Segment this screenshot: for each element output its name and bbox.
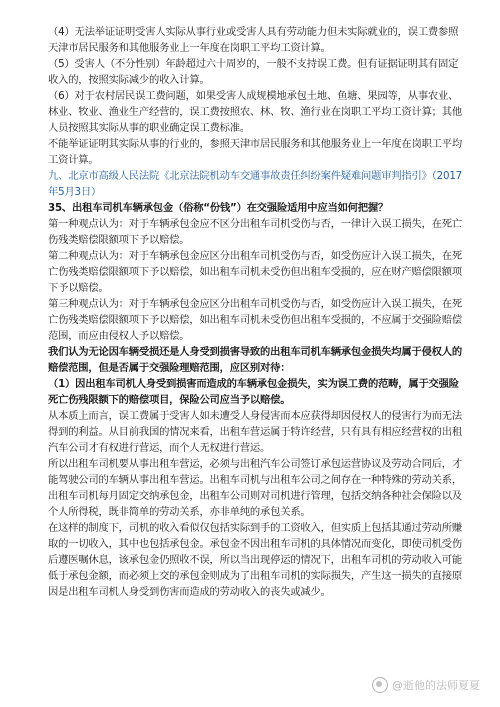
paragraph: 所以出租车司机要从事出租车营运，必须与出租汽车公司签订承包运营协议及劳动合同后，才能驾驶公司的车辆从事出租车营运。出租车司机与出租车公司之间存在一种特殊的劳动关系，出租车司机每月固定交纳承包金，出租车公司则对司机进行管理，包括交纳各种社会保险以及个人所得税，既非简单的劳动关系，亦非单纯的承包关系。 [48, 458, 462, 518]
paragraph: （6）对于农村居民误工费问题，如果受害人成规模地承包土地、鱼塘、果园等，从事农业、林业、牧业、渔业生产经营的，误工费按照农、林、牧、渔行业在岗职工平均工资计算；其他人员按照其实际从事的职业确定误工费标准。 [48, 90, 462, 134]
watermark-text: @逝他的法师夏夏 [392, 679, 480, 692]
paragraph: （4）无法举证证明受害人实际从事行业或受害人具有劳动能力但未实际就业的，误工费参照天津市居民服务和其他服务业上一年度在岗职工平均工资计算。 [48, 26, 459, 54]
weibo-icon [372, 677, 388, 693]
paragraph: （1）因出租车司机人身受到损害而造成的车辆承包金损失，实为误工费的范畴，属于交强险死亡伤残限额下的赔偿项目，保险公司应当予以赔偿。 [48, 378, 459, 406]
watermark [372, 677, 480, 693]
paragraph: 在这样的制度下，司机的收入看似仅包括实际到手的工资收入，但实质上包括其通过劳动所赚取的一切收入，其中也包括承包金。承包金不因出租车司机的具体情况而变化，即使司机受伤后遵医嘱休息，该承包金仍照收不误，所以当出现停运的情况下，出租车司机的劳动收入可能低于承包金额，而必须上交的承包金则成为了出租车司机的实际损失，产生这一损失的直接原因是出租车司机人身受到伤害而造成的劳动收入的丧失或减少。 [48, 522, 462, 598]
paragraph: 不能举证证明其实际从事的行业的，参照天津市居民服务和其他服务业上一年度在岗职工平均工资计算。 [48, 138, 462, 166]
document-body [48, 24, 468, 600]
paragraph: 从本质上而言，误工费属于受害人如未遭受人身侵害而本应获得却因侵权人的侵害行为而无法得到的利益。从目前我国的情况来看，出租车营运属于特许经营，只有具有相应经营权的出租汽车公司才有权进行营运，而个人无权进行营运。 [48, 410, 462, 454]
paragraph: 第二种观点认为：对于车辆承包金应区分出租车司机受伤与否，如受伤应计入误工损失，在死亡伤残类赔偿限额项下予以赔偿，如出租车司机未受伤但出租车受损的，应在财产赔偿限额项下予以赔偿。 [48, 250, 462, 294]
paragraph: （5）受害人（不分性别）年龄超过六十周岁的，一般不支持误工费。但有证据证明其有固定收入的，按照实际减少的收入计算。 [48, 58, 459, 86]
paragraph: 第一种观点认为：对于车辆承包金应不区分出租车司机受伤与否，一律计入误工损失，在死亡伤残类赔偿限额项下予以赔偿。 [48, 218, 462, 246]
paragraph: 我们认为无论因车辆受损还是人身受到损害导致的出租车司机车辆承包金损失均属于侵权人的赔偿范围，但是否属于交强险理赔范围，应区别对待： [48, 346, 462, 374]
paragraph: 第三种观点认为：对于车辆承包金应区分出租车司机受伤与否，如受伤应计入误工损失，在死亡伤残类赔偿限额项下予以赔偿，如出租车司机未受伤但出租车受损的，不应属于交强险赔偿范围，而应由侵权人予以赔偿。 [48, 298, 462, 342]
paragraph: 九、北京市高级人民法院《北京法院机动车交通事故责任纠纷案件疑难问题审判指引》（2017年5月3日） [48, 170, 463, 198]
paragraph: 35、出租车司机车辆承包金（俗称“份钱”）在交强险适用中应当如何把握？ [48, 202, 389, 214]
